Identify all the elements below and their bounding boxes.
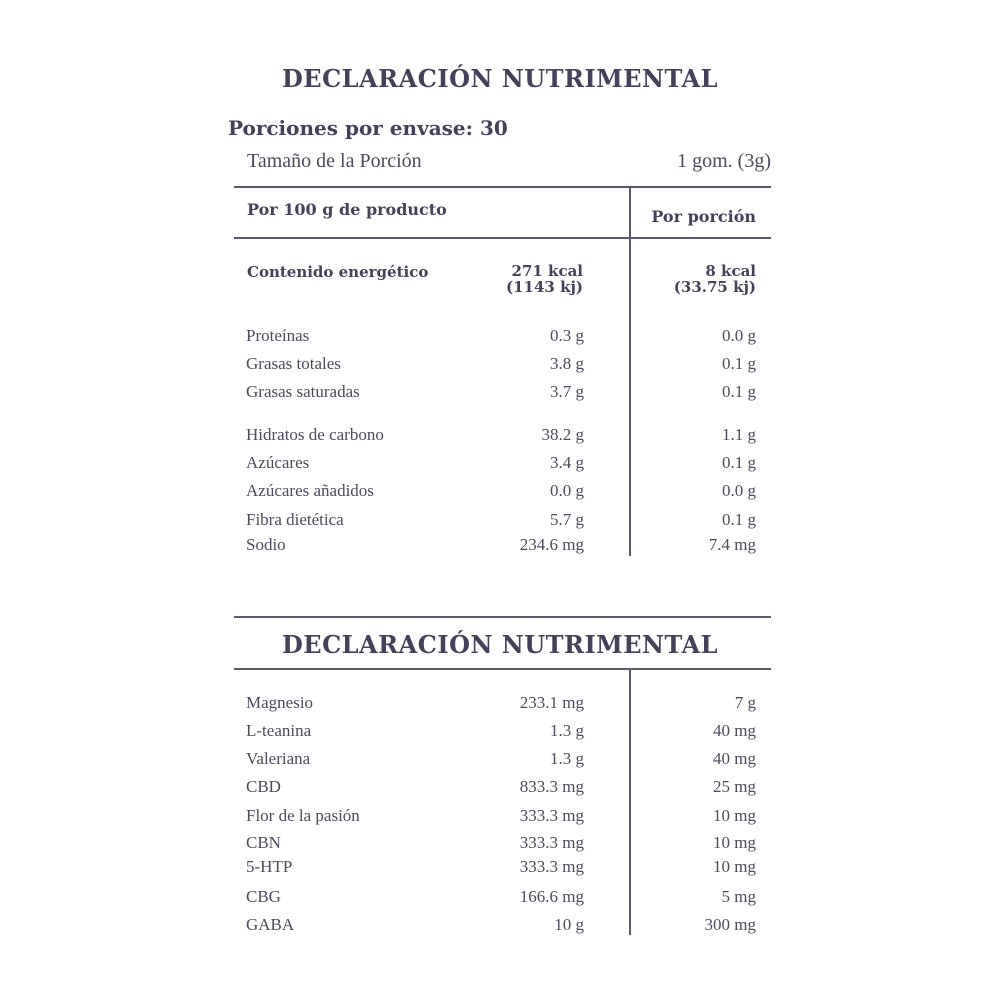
nutrient-row <box>246 481 756 503</box>
ingredient-portion: 40 mg <box>713 721 756 740</box>
ingredient-label: CBN <box>246 833 281 852</box>
ingredient-row <box>246 693 756 715</box>
ingredient-label: 5-HTP <box>246 857 293 876</box>
nutrient-row <box>246 425 756 447</box>
ingredient-per100: 333.3 mg <box>519 857 584 876</box>
energy-per100 <box>506 263 583 295</box>
ingredient-row <box>246 721 756 743</box>
ingredient-per100: 166.6 mg <box>519 887 584 906</box>
energy-per100-kj: (1143 kj) <box>506 278 583 296</box>
nutrient-per100: 234.6 mg <box>519 535 584 554</box>
header-per-100g: Por 100 g de producto <box>247 200 447 219</box>
ingredient-per100: 233.1 mg <box>519 693 584 712</box>
ingredient-label: CBD <box>246 777 281 796</box>
nutrient-portion: 0.1 g <box>722 354 756 373</box>
nutrient-label: Grasas saturadas <box>246 382 360 401</box>
ingredient-label: L-teanina <box>246 721 312 740</box>
ingredient-per100: 1.3 g <box>550 749 584 768</box>
divider <box>234 616 771 618</box>
ingredient-per100: 333.3 mg <box>519 806 584 825</box>
ingredient-portion: 25 mg <box>713 777 756 796</box>
nutrient-row <box>246 382 756 404</box>
ingredient-row <box>246 777 756 799</box>
nutrient-label: Azúcares <box>246 453 310 472</box>
ingredient-row <box>246 887 756 909</box>
header-per-portion: Por porción <box>651 207 756 226</box>
section2-title: DECLARACIÓN NUTRIMENTAL <box>281 630 719 659</box>
nutrient-row <box>246 535 756 557</box>
ingredient-per100: 833.3 mg <box>519 777 584 796</box>
nutrient-label: Proteínas <box>246 326 310 345</box>
ingredient-row <box>246 857 756 879</box>
nutrient-per100: 38.2 g <box>541 425 584 444</box>
ingredient-portion: 10 mg <box>713 806 756 825</box>
nutrient-row <box>246 453 756 475</box>
ingredient-label: Flor de la pasión <box>246 806 360 825</box>
nutrient-label: Fibra dietética <box>246 510 344 529</box>
energy-per100-kcal: 271 kcal <box>511 262 583 280</box>
ingredient-portion: 300 mg <box>704 915 756 934</box>
nutrient-per100: 0.0 g <box>550 481 584 500</box>
divider <box>234 668 771 670</box>
ingredient-row <box>246 749 756 771</box>
ingredient-portion: 7 g <box>734 693 756 712</box>
nutrient-row <box>246 510 756 532</box>
nutrient-per100: 3.7 g <box>550 382 584 401</box>
ingredient-per100: 10 g <box>554 915 584 934</box>
ingredient-label: GABA <box>246 915 295 934</box>
ingredient-label: Magnesio <box>246 693 314 712</box>
ingredient-portion: 40 mg <box>713 749 756 768</box>
energy-label: Contenido energético <box>247 263 429 281</box>
nutrient-row <box>246 354 756 376</box>
nutrient-label: Azúcares añadidos <box>246 481 374 500</box>
divider <box>234 237 771 239</box>
nutrient-label: Grasas totales <box>246 354 341 373</box>
nutrient-portion: 0.1 g <box>722 382 756 401</box>
nutrient-row <box>246 326 756 348</box>
nutrient-per100: 5.7 g <box>550 510 584 529</box>
ingredient-row <box>246 915 756 937</box>
ingredient-row <box>246 806 756 828</box>
energy-portion-kcal: 8 kcal <box>705 262 756 280</box>
column-divider <box>629 186 631 239</box>
ingredient-row <box>246 833 756 855</box>
section1-title: DECLARACIÓN NUTRIMENTAL <box>281 64 719 93</box>
ingredient-label: CBG <box>246 887 281 906</box>
energy-portion-kj: (33.75 kj) <box>673 278 756 296</box>
ingredient-portion: 10 mg <box>713 857 756 876</box>
nutrient-portion: 1.1 g <box>722 425 756 444</box>
nutrient-per100: 0.3 g <box>550 326 584 345</box>
energy-portion <box>674 263 756 295</box>
ingredient-portion: 10 mg <box>713 833 756 852</box>
servings-per-container: Porciones por envase: 30 <box>228 116 508 140</box>
nutrient-portion: 0.0 g <box>722 481 756 500</box>
nutrient-label: Sodio <box>246 535 286 554</box>
nutrient-portion: 0.1 g <box>722 453 756 472</box>
ingredient-per100: 1.3 g <box>550 721 584 740</box>
nutrient-portion: 7.4 mg <box>708 535 756 554</box>
nutrient-portion: 0.0 g <box>722 326 756 345</box>
nutrient-per100: 3.8 g <box>550 354 584 373</box>
ingredient-portion: 5 mg <box>721 887 756 906</box>
nutrient-per100: 3.4 g <box>550 453 584 472</box>
nutrient-label: Hidratos de carbono <box>246 425 384 444</box>
serving-size-value: 1 gom. (3g) <box>677 150 771 172</box>
ingredient-per100: 333.3 mg <box>519 833 584 852</box>
serving-size-label: Tamaño de la Porción <box>247 150 422 172</box>
divider <box>234 186 771 188</box>
ingredient-label: Valeriana <box>246 749 311 768</box>
nutrient-portion: 0.1 g <box>722 510 756 529</box>
